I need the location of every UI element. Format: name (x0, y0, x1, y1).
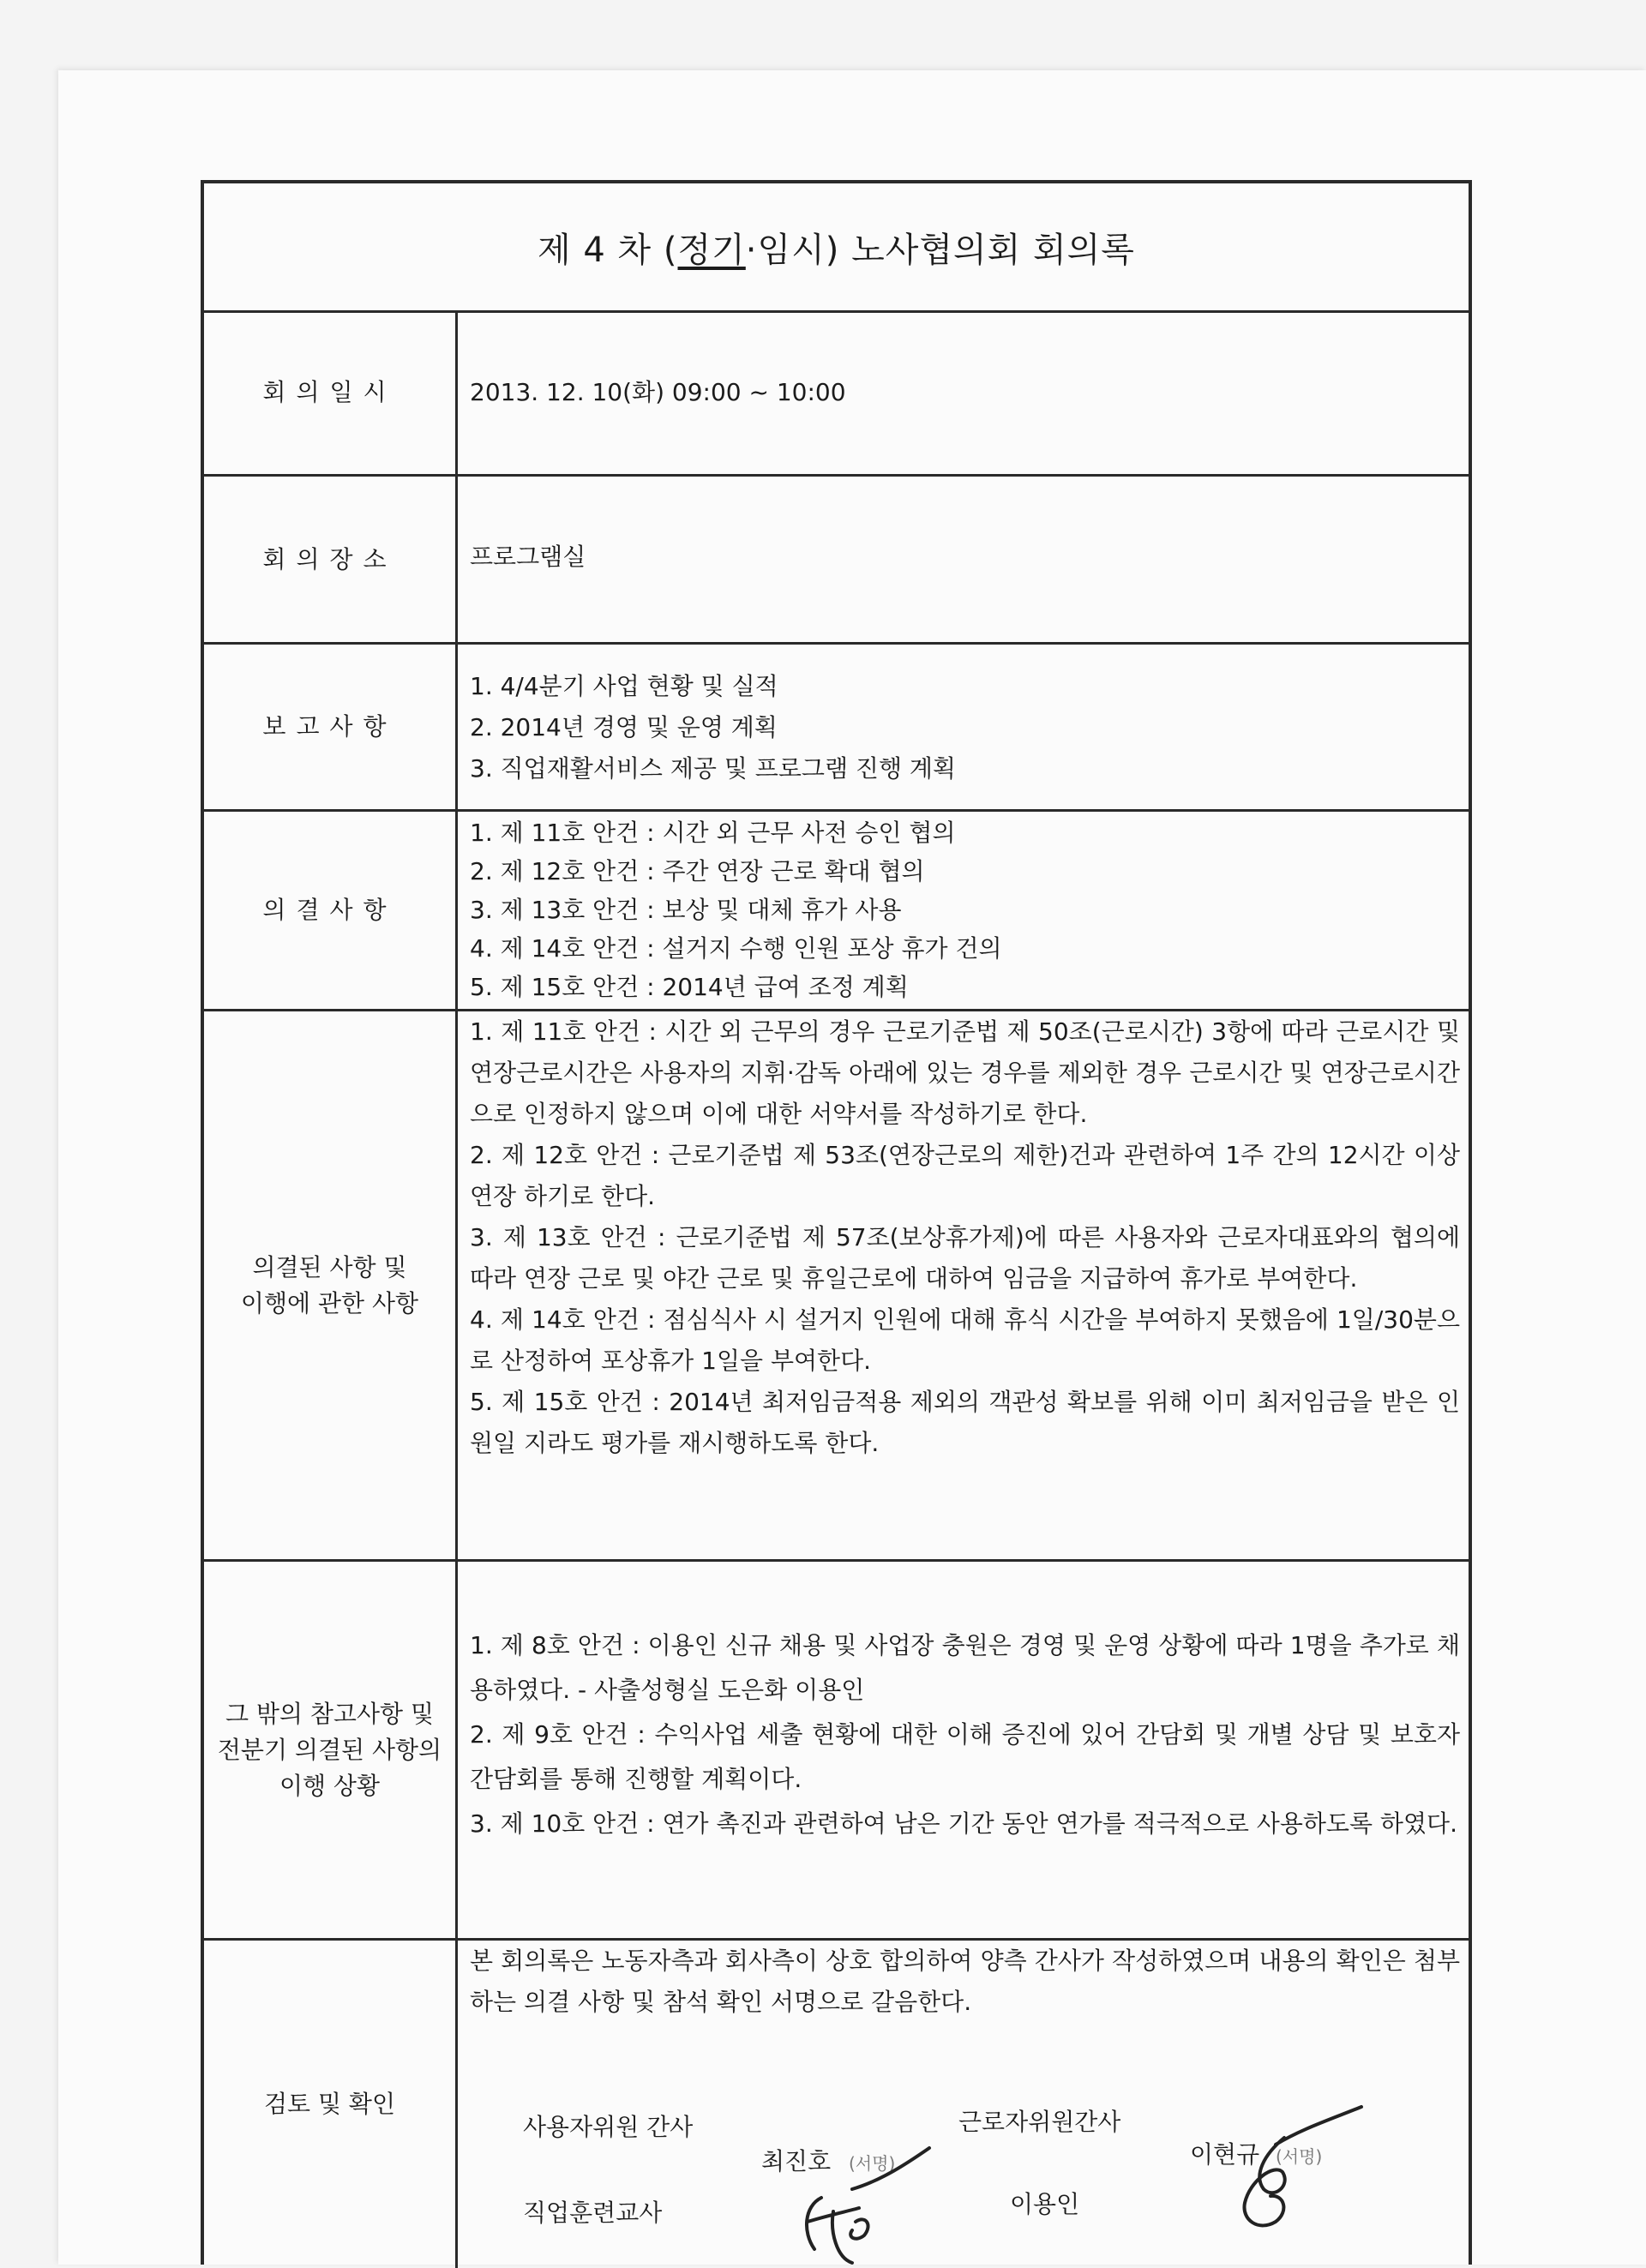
employer-name: 최진호 (761, 2147, 832, 2175)
title-underlined: 정기 (677, 230, 746, 270)
label-meeting-date: 회의일시 (204, 310, 458, 474)
report-item: 1. 4/4분기 사업 현황 및 실적 (470, 672, 778, 700)
employer-sign-note: (서명) (849, 2153, 896, 2174)
document-title (204, 183, 1469, 313)
label-decided (204, 1011, 458, 1559)
resolution-item: 3. 제 13호 안건 : 보상 및 대체 휴가 사용 (470, 896, 902, 924)
other-item: 3. 제 10호 안건 : 연가 촉진과 관련하여 남은 기간 동안 연가를 적극적으로 사용하도록 하였다. (470, 1809, 1457, 1838)
row-meeting-place (204, 477, 1469, 645)
label-other-line: 그 밖의 참고사항 및 (225, 1699, 435, 1728)
resolution-item: 4. 제 14호 안건 : 설거지 수행 인원 포상 휴가 건의 (470, 934, 1002, 963)
report-item: 2. 2014년 경영 및 운영 계획 (470, 713, 778, 741)
decided-item: 3. 제 13호 안건 : 근로기준법 제 57조(보상휴가제)에 따른 사용자와 근로자대표와의 협의에 따라 연장 근로 및 야간 근로 및 휴일근로에 대하여 임금을 지급하여 휴가로 부여한다. (470, 1223, 1460, 1293)
worker-name: 이현규 (1190, 2140, 1260, 2169)
content-meeting-date (470, 310, 1460, 474)
content-report (470, 645, 1460, 809)
row-decided (204, 1011, 1469, 1562)
resolution-item: 1. 제 11호 안건 : 시간 외 근무 사전 승인 협의 (470, 819, 956, 847)
label-resolution: 의결사항 (204, 812, 458, 1009)
label-other-line: 전분기 의결된 사항의 (217, 1735, 442, 1764)
employer-secretary-label: 사용자위원 간사 (523, 2113, 694, 2141)
content-meeting-place (470, 477, 1460, 642)
meeting-place-value: 프로그램실 (470, 543, 586, 571)
review-statement: 본 회의록은 노동자측과 회사측이 상호 합의하여 양측 간사가 작성하였으며 내용의 확인은 첨부하는 의결 사항 및 참석 확인 서명으로 갈음한다. (470, 1947, 1460, 2016)
row-resolution (204, 812, 1469, 1011)
row-other (204, 1562, 1469, 1941)
label-decided-line: 의결된 사항 및 (252, 1252, 407, 1281)
label-other (204, 1562, 458, 1938)
meeting-date-value: 2013. 12. 10(화) 09:00 ~ 10:00 (470, 378, 846, 406)
label-review: 검토 및 확인 (204, 1941, 458, 2268)
decided-item: 4. 제 14호 안건 : 점심식사 시 설거지 인원에 대해 휴식 시간을 부여하지 못했음에 1일/30분으로 산정하여 포상휴가 1일을 부여한다. (470, 1305, 1460, 1375)
content-other (470, 1562, 1460, 1938)
worker-signature (1181, 2103, 1370, 2249)
decided-item: 2. 제 12호 안건 : 근로기준법 제 53조(연장근로의 제한)건과 관련하여 1주 간의 12시간 이상 연장 하기로 한다. (470, 1141, 1460, 1210)
worker-sign-note: (서명) (1276, 2146, 1323, 2167)
label-meeting-place: 회의장소 (204, 477, 458, 642)
content-resolution (470, 812, 1460, 1009)
other-item: 1. 제 8호 안건 : 이용인 신규 채용 및 사업장 충원은 경영 및 운영 상황에 따라 1명을 추가로 채용하였다. - 사출성형실 도은화 이용인 (470, 1631, 1460, 1704)
employer-signature (770, 2129, 941, 2266)
label-other-line: 이행 상황 (279, 1771, 381, 1800)
row-report (204, 645, 1469, 812)
other-item: 2. 제 9호 안건 : 수익사업 세출 현황에 대한 이해 증진에 있어 간담회 및 개별 상담 및 보호자 간담회를 통해 진행할 계획이다. (470, 1720, 1460, 1793)
content-decided (470, 1011, 1460, 1559)
minutes-table (201, 180, 1472, 2265)
row-review (204, 1941, 1469, 2268)
decided-item: 1. 제 11호 안건 : 시간 외 근무의 경우 근로기준법 제 50조(근로시간) 3항에 따라 근로시간 및 연장근로시간은 사용자의 지휘·감독 아래에 있는 경우를 제외한 경우 근로시간 및 연장근로시간으로 인정하지 않으며 이에 대한 서약서를 작성하기로 한다. (470, 1017, 1460, 1128)
report-item: 3. 직업재활서비스 제공 및 프로그램 진행 계획 (470, 754, 956, 783)
row-meeting-date (204, 310, 1469, 477)
resolution-item: 2. 제 12호 안건 : 주간 연장 근로 확대 협의 (470, 857, 925, 885)
title-prefix: 제 4 차 ( (538, 230, 678, 270)
label-decided-line: 이행에 관한 사항 (240, 1288, 419, 1317)
decided-item: 5. 제 15호 안건 : 2014년 최저임금적용 제외의 객관성 확보를 위해 이미 최저임금을 받은 인원일 지라도 평가를 재시행하도록 한다. (470, 1388, 1460, 1457)
instructor-label: 직업훈련교사 (523, 2199, 663, 2227)
title-rest: ·임시) 노사협의회 회의록 (745, 230, 1135, 270)
resolution-item: 5. 제 15호 안건 : 2014년 급여 조정 계획 (470, 973, 909, 1001)
worker-secretary-label: 근로자위원간사 (958, 2108, 1121, 2136)
label-report: 보고사항 (204, 645, 458, 809)
user-rep-label: 이용인 (1010, 2190, 1080, 2218)
